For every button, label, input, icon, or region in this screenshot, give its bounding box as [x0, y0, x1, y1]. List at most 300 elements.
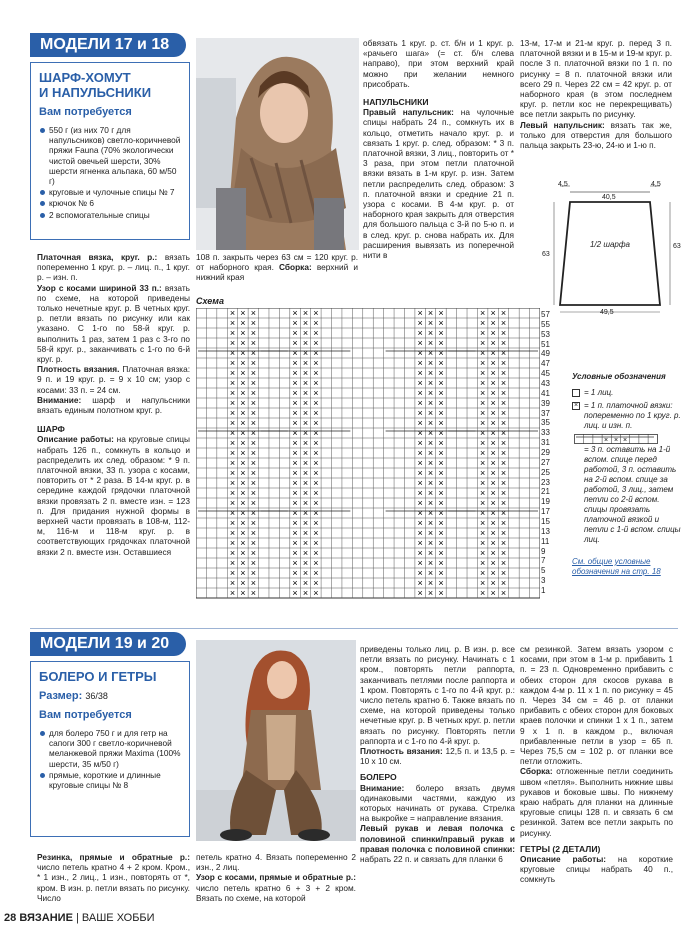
- garter-stitch-mark: ×: [250, 398, 256, 408]
- garter-stitch-mark: ×: [250, 318, 256, 328]
- garter-stitch-mark: ×: [229, 578, 236, 588]
- assembly-text2: верхний и нижний края: [196, 262, 358, 283]
- garter-stitch-mark: ×: [500, 488, 507, 498]
- bolero-heading: БОЛЕРО: [360, 772, 397, 783]
- garter-stitch-mark: ×: [250, 388, 256, 398]
- garter-stitch-mark: ×: [490, 528, 496, 538]
- garter-stitch-mark: ×: [229, 418, 236, 428]
- garter-stitch-mark: ×: [240, 408, 246, 418]
- garter-stitch-mark: ×: [417, 338, 423, 348]
- garter-stitch-mark: ×: [417, 538, 423, 548]
- garter-stitch-mark: ×: [229, 428, 236, 438]
- garter-stitch-mark: ×: [302, 318, 309, 328]
- garter-stitch-mark: ×: [313, 378, 319, 388]
- garter-stitch-mark: ×: [292, 348, 298, 358]
- garter-stitch-mark: ×: [302, 488, 309, 498]
- garter-stitch-mark: ×: [313, 338, 319, 348]
- row-number: 1: [541, 586, 546, 596]
- text-col2-top-right: [363, 38, 514, 260]
- garter-stitch-mark: ×: [240, 418, 246, 428]
- garter-stitch-mark: ×: [480, 588, 486, 598]
- garter-stitch-mark: ×: [438, 488, 444, 498]
- garter-stitch-mark: ×: [480, 578, 486, 588]
- garter-stitch-mark: ×: [250, 478, 256, 488]
- garter-stitch-mark: ×: [438, 578, 444, 588]
- garter-stitch-mark: ×: [490, 438, 496, 448]
- garter-stitch-mark: ×: [480, 338, 486, 348]
- row-number: 21: [541, 487, 550, 497]
- garter-stitch-mark: ×: [240, 458, 246, 468]
- row-number: 31: [541, 438, 550, 448]
- garter-stitch-mark: ×: [490, 428, 496, 438]
- garter-stitch-mark: ×: [490, 458, 496, 468]
- garter-stitch-mark: ×: [480, 538, 486, 548]
- garter-stitch-mark: ×: [240, 428, 246, 438]
- garter-stitch-mark: ×: [292, 438, 298, 448]
- garter-stitch-mark: ×: [500, 458, 507, 468]
- garter-stitch-mark: ×: [229, 388, 236, 398]
- row-number: 7: [541, 556, 546, 566]
- garter-stitch-mark: ×: [313, 548, 319, 558]
- garter-stitch-mark: ×: [250, 328, 256, 338]
- garter-stitch-mark: ×: [427, 368, 434, 378]
- garter-stitch-mark: ×: [417, 528, 423, 538]
- garter-stitch-mark: ×: [500, 428, 507, 438]
- legend-note[interactable]: См. общие условные обозначения на стр. 18: [572, 557, 661, 576]
- garter-stitch-mark: ×: [417, 448, 423, 458]
- garter-stitch-mark: ×: [438, 328, 444, 338]
- row-number: 49: [541, 349, 550, 359]
- garter-stitch-mark: ×: [229, 358, 236, 368]
- garter-stitch-mark: ×: [490, 318, 496, 328]
- garter-stitch-mark: ×: [490, 478, 496, 488]
- garter-stitch-mark: ×: [438, 348, 444, 358]
- need-title-top: Вам потребуется: [39, 106, 132, 118]
- garter-stitch-mark: ×: [417, 428, 423, 438]
- row-number: 29: [541, 448, 550, 458]
- page-number: 28: [4, 912, 17, 924]
- legend-item-knit: = 1 лиц.: [572, 388, 682, 398]
- garter-stitch-mark: ×: [250, 578, 256, 588]
- garter-stitch-mark: ×: [250, 568, 256, 578]
- garter-stitch-mark: ×: [427, 578, 434, 588]
- row-number: 43: [541, 379, 550, 389]
- garter-stitch-mark: ×: [480, 498, 486, 508]
- garter-stitch-mark: ×: [229, 508, 236, 518]
- row-number: 51: [541, 339, 550, 349]
- legend-title: Условные обозначения: [572, 372, 666, 381]
- garter-stitch-mark: ×: [417, 458, 423, 468]
- garter-stitch-mark: ×: [250, 408, 256, 418]
- text-col2-top-left: [196, 252, 358, 283]
- cable-symbol: [574, 434, 658, 444]
- garter-stitch-mark: ×: [438, 388, 444, 398]
- garter-stitch-mark: ×: [250, 538, 256, 548]
- garter-stitch-mark: ×: [427, 568, 434, 578]
- garter-stitch-mark: ×: [292, 338, 298, 348]
- para-right-wrist: Правый напульсник: на чулочные спицы набрать 24 п., сомкнуть их в кольцо, отметить начало круг. р. и связать 1 круг. р. след. образом: * 3 п. платочной вязки, 3 лиц., повторить от * 3 раза, при этом петли платочной вязки вязать в 1-м круг. р. изн. Затем петли распределить след. образом: 3 п. платочной вязки и средние 21 п. узора с косами. В 4-м круг. р. от наборного края закрыть для отверстия для большого пальца с 3-й по 5-ю п. и в след. круг. р. снова набрать их. Для расширения вывязать из поперечной нити в: [363, 107, 515, 261]
- garter-stitch-mark: ×: [480, 438, 486, 448]
- garter-stitch-mark: ×: [480, 368, 486, 378]
- garter-stitch-mark: ×: [417, 488, 423, 498]
- row-number: 41: [541, 388, 550, 398]
- wrist-heading: НАПУЛЬСНИКИ: [363, 97, 429, 108]
- garter-stitch-mark: ×: [250, 418, 256, 428]
- garter-stitch-mark: ×: [302, 408, 309, 418]
- garter-stitch-mark: ×: [417, 328, 423, 338]
- row-number: 47: [541, 359, 550, 369]
- garter-stitch-mark: ×: [302, 378, 309, 388]
- garter-stitch-mark: ×: [229, 328, 236, 338]
- row-number: 9: [541, 546, 546, 556]
- garter-stitch-mark: ×: [427, 308, 434, 318]
- garter-stitch-mark: ×: [250, 588, 256, 598]
- garter-stitch-mark: ×: [427, 378, 434, 388]
- garter-stitch-mark: ×: [417, 368, 423, 378]
- garter-stitch-mark: ×: [302, 418, 309, 428]
- garter-stitch-mark: ×: [250, 498, 256, 508]
- garter-stitch-mark: ×: [417, 578, 423, 588]
- garter-stitch-mark: ×: [229, 558, 236, 568]
- garter-stitch-mark: ×: [427, 328, 434, 338]
- garter-stitch-mark: ×: [240, 498, 246, 508]
- row-number: 19: [541, 497, 550, 507]
- garter-stitch-mark: ×: [480, 508, 486, 518]
- garter-stitch-mark: ×: [490, 568, 496, 578]
- garter-stitch-mark: ×: [490, 408, 496, 418]
- garter-stitch-mark: ×: [313, 388, 319, 398]
- garter-stitch-mark: ×: [500, 448, 507, 458]
- garter-stitch-mark: ×: [490, 548, 496, 558]
- row-number: 13: [541, 526, 550, 536]
- legend: [572, 372, 682, 577]
- dim-left-offset: 4,5: [558, 181, 568, 188]
- garter-stitch-mark: ×: [292, 358, 298, 368]
- garter-stitch-mark: ×: [292, 368, 298, 378]
- garter-stitch-mark: ×: [229, 488, 236, 498]
- chart-row-numbers: [541, 310, 561, 596]
- garter-stitch-mark: ×: [500, 438, 507, 448]
- material-item: 2 вспомогательные спицы: [39, 210, 181, 220]
- garter-stitch-mark: ×: [292, 548, 298, 558]
- garter-stitch-mark: ×: [438, 318, 444, 328]
- garter-stitch-mark: ×: [417, 308, 423, 318]
- garter-stitch-mark: ×: [229, 448, 236, 458]
- garter-stitch-mark: ×: [250, 508, 256, 518]
- garter-stitch-mark: ×: [480, 358, 486, 368]
- materials-box-top: [30, 62, 190, 240]
- dim-top: 40,5: [602, 194, 616, 201]
- garter-stitch-mark: ×: [240, 438, 246, 448]
- garter-stitch-mark: ×: [292, 378, 298, 388]
- chart-title: Схема: [196, 296, 224, 306]
- garter-stitch-mark: ×: [438, 468, 444, 478]
- garter-stitch-mark: ×: [500, 348, 507, 358]
- garter-stitch-mark: ×: [427, 508, 434, 518]
- garter-stitch-mark: ×: [490, 558, 496, 568]
- garter-stitch-mark: ×: [292, 308, 298, 318]
- text-col3-bottom: приведены только лиц. р. В изн. р. все петли вязать по рисунку. Начинать с 1 кром., повторять петли раппорта, заканчивать петлями после раппорта и 1 кром. Повторять с 1-го по 4-й круг. р.: число петель кратно 6. Также вязать по схеме, на которой приведены только нечетные круг. р. В четных круг. р. петли вязать по рисунку. Повторять петли раппорта и с 1-го по 4-й круг. р. Плотность вязания: 12,5 п. и 13,5 р. = 10 х 10 см. БОЛЕРО Внимание: болеро вязать двумя одинаковыми частями, каждую из которых начинать от рукава. Стрелка на выкройке = направление вязания. Левый рукав и левая полочка с половиной спинки/правый рукав и правая полочка с половиной спинки: набрать 22 п. и связать для планки 6: [360, 644, 515, 865]
- garter-stitch-mark: ×: [302, 498, 309, 508]
- garter-stitch-mark: ×: [480, 408, 486, 418]
- dim-right-offset: 4,5: [651, 181, 661, 188]
- garter-stitch-mark: ×: [250, 558, 256, 568]
- garter-stitch-mark: ×: [490, 518, 496, 528]
- garter-stitch-mark: ×: [427, 538, 434, 548]
- garter-stitch-mark: ×: [302, 368, 309, 378]
- garter-stitch-mark: ×: [292, 468, 298, 478]
- garter-stitch-mark: ×: [250, 378, 256, 388]
- dim-height-right: 63: [673, 243, 681, 250]
- para-scarf: Описание работы: на круговые спицы набрать 126 п., сомкнуть в кольцо и распределить их след. образом: * 9 п. платочной вязки, 33 п. узора с косами, повторить от * 2 раза. В 14-м круг. р. в середине каждой грядочки платочной вязки провязать 2 п. вместе изн. = 123 п. Для придания нужной формы в верхней части провязать в 108-м, 112-м, 116-м и 118-м круг. р. в соответствующих грядочках платочной вязки 2 п. вместе изн. Оставшиеся: [37, 434, 190, 557]
- garter-stitch-mark: ×: [240, 358, 246, 368]
- text-col3-top: [520, 38, 672, 150]
- bolero-photo-illustration: [196, 640, 356, 841]
- para-wrist-cont: 13-м, 17-м и 21-м круг. р. перед 3 п. платочной вязки и в 15-м и 19-м круг. р. после 3 п. платочной вязки по 1 п. по рисунку = 8 п. платочной вязки или всего 29 п. Через 22 см = 42 круг. р. от наборного края (в этом последнем круг. р. петли кос не перекрещивать) все петли закрыть по рисунку.: [520, 38, 672, 120]
- garter-stitch-mark: ×: [490, 358, 496, 368]
- garter-stitch-mark: ×: [292, 428, 298, 438]
- garter-stitch-mark: ×: [438, 408, 444, 418]
- garter-stitch-mark: ×: [250, 338, 256, 348]
- garter-stitch-mark: ×: [417, 358, 423, 368]
- garter-stitch-mark: ×: [480, 388, 486, 398]
- garter-stitch-mark: ×: [427, 518, 434, 528]
- garter-stitch-mark: ×: [500, 358, 507, 368]
- garter-stitch-mark: ×: [500, 518, 507, 528]
- para-cable: Узор с косами шириной 33 п.: вязать по схеме, на которой приведены только нечетные круг. р. В четных круг. р. петли вязать по рисунку или как указано. С 1-го по 58-й круг. р. выполнить 1 раз, затем 1 раз с 3-го по 58-й круг. р., заканчивать с 1-го по 6-й круг. р.: [37, 282, 190, 365]
- garter-stitch-mark: ×: [240, 528, 246, 538]
- garter-stitch-mark: ×: [229, 398, 236, 408]
- material-item: 550 г (из них 70 г для напульсников) светло-коричневой пряжи Fauna (70% экологически чистой овечьей шерсти, 30% шерсти ягненка альпака, 60 м/50 г): [39, 125, 181, 186]
- garter-stitch-mark: ×: [500, 538, 507, 548]
- garter-stitch-mark: ×: [417, 558, 423, 568]
- garter-stitch-mark: ×: [427, 408, 434, 418]
- garter-stitch-mark: ×: [313, 428, 319, 438]
- section-divider: [30, 628, 678, 629]
- garter-stitch-mark: ×: [480, 418, 486, 428]
- row-number: 17: [541, 507, 550, 517]
- garter-stitch-mark: ×: [240, 318, 246, 328]
- garter-stitch-mark: ×: [500, 318, 507, 328]
- garter-stitch-mark: ×: [427, 448, 434, 458]
- garter-stitch-mark: ×: [313, 488, 319, 498]
- garter-stitch-mark: ×: [427, 418, 434, 428]
- garter-stitch-mark: ×: [480, 478, 486, 488]
- garter-stitch-mark: ×: [250, 468, 256, 478]
- garter-stitch-mark: ×: [500, 478, 507, 488]
- garter-stitch-mark: ×: [292, 568, 298, 578]
- garter-stitch-mark: ×: [417, 398, 423, 408]
- dim-bottom: 49,5: [600, 309, 614, 316]
- text-col4-bottom: см резинкой. Затем вязать узором с косами, при этом в 1-м р. прибавить 1 п. = 23 п. Одновременно прибавить с обеих сторон для скосов рукава в каждом 4-м р. 11 х 1 п. по рисунку = 45 п. Через 34 см = 46 р. от планки прибавить с обеих сторон для боковых краев полочки и спинки 1 х 1 п., затем 9 х 1 п. в каждом р., включая прибавленные петли в узор = 65 п. Через 75,5 см = 102 р. от планки все петли отложить. Сборка: отложенные петли соединить швом «петля». Выполнить нижние швы рукавов и боковые швы. По нижнему краю набрать для планки на длинные круговые спицы 128 п. и связать 6 см резинкой. Затем все петли закрыть по рисунку. ГЕТРЫ (2 ДЕТАЛИ) Описание работы: на короткие круговые спицы набрать 40 п., сомкнуть: [520, 644, 673, 885]
- row-number: 37: [541, 408, 550, 418]
- svg-text:×: ×: [623, 437, 628, 444]
- row-number: 23: [541, 477, 550, 487]
- garter-stitch-mark: ×: [229, 528, 236, 538]
- garter-stitch-mark: ×: [229, 378, 236, 388]
- garter-stitch-mark: ×: [500, 468, 507, 478]
- garter-stitch-mark: ×: [302, 568, 309, 578]
- garter-stitch-mark: ×: [313, 398, 319, 408]
- garter-stitch-mark: ×: [417, 348, 423, 358]
- garter-stitch-mark: ×: [490, 468, 496, 478]
- garter-stitch-mark: ×: [500, 418, 507, 428]
- garter-stitch-mark: ×: [490, 338, 496, 348]
- garter-stitch-mark: ×: [480, 448, 486, 458]
- assembly-text: 108 п. закрыть через 63 см = 120 круг. р. от наборного края.: [196, 252, 358, 273]
- para-left-wrist: Левый напульсник: вязать так же, только для отверстия для большого пальца закрыть 23-ю, 24-ю и 1-ю п.: [520, 119, 672, 151]
- title-scarf: ШАРФ-ХОМУТ: [39, 70, 131, 85]
- garter-stitch-mark: ×: [438, 558, 444, 568]
- garter-stitch-mark: ×: [427, 398, 434, 408]
- garter-stitch-mark: ×: [500, 578, 507, 588]
- garter-stitch-mark: ×: [313, 408, 319, 418]
- title-wristbands: И НАПУЛЬСНИКИ: [39, 85, 152, 100]
- gaiters-heading: ГЕТРЫ (2 ДЕТАЛИ): [520, 843, 601, 854]
- garter-stitch-mark: ×: [490, 538, 496, 548]
- garter-stitch-mark: ×: [240, 348, 246, 358]
- garter-stitch-mark: ×: [417, 518, 423, 528]
- garter-stitch-mark: ×: [292, 448, 298, 458]
- garter-stitch-mark: ×: [480, 488, 486, 498]
- garter-stitch-mark: ×: [302, 338, 309, 348]
- garter-stitch-mark: ×: [480, 348, 486, 358]
- garter-stitch-mark: ×: [302, 548, 309, 558]
- garter-stitch-mark: ×: [490, 588, 496, 598]
- magazine-subtitle: ВАШЕ ХОББИ: [81, 912, 155, 924]
- garter-stitch-mark: ×: [438, 398, 444, 408]
- garter-stitch-mark: ×: [240, 508, 246, 518]
- garter-stitch-mark: ×: [313, 588, 319, 598]
- garter-stitch-mark: ×: [490, 308, 496, 318]
- garter-stitch-mark: ×: [240, 478, 246, 488]
- garter-stitch-mark: ×: [490, 348, 496, 358]
- row-number: 39: [541, 398, 550, 408]
- material-item: прямые, короткие и длинные круговые спицы № 8: [39, 770, 181, 790]
- garter-stitch-mark: ×: [438, 528, 444, 538]
- garter-stitch-mark: ×: [427, 358, 434, 368]
- garter-stitch-mark: ×: [302, 358, 309, 368]
- dim-height-left: 63: [542, 251, 550, 258]
- garter-stitch-mark: ×: [302, 528, 309, 538]
- garter-stitch-mark: ×: [292, 398, 298, 408]
- garter-stitch-mark: ×: [438, 338, 444, 348]
- garter-stitch-mark: ×: [292, 588, 298, 598]
- garter-stitch-mark: ×: [427, 348, 434, 358]
- garter-stitch-mark: ×: [302, 448, 309, 458]
- garter-stitch-mark: ×: [480, 468, 486, 478]
- garter-stitch-mark: ×: [417, 588, 423, 598]
- garter-stitch-mark: ×: [438, 458, 444, 468]
- row-number: 3: [541, 576, 546, 586]
- garter-stitch-mark: ×: [500, 588, 507, 598]
- garter-stitch-mark: ×: [313, 528, 319, 538]
- garter-stitch-mark: ×: [427, 498, 434, 508]
- garter-stitch-mark: ×: [240, 338, 246, 348]
- para-garter: Платочная вязка, круг. р.: вязать попеременно 1 круг. р. – лиц. п., 1 круг. р. – изн. п.: [37, 252, 190, 283]
- garter-stitch-mark: ×: [490, 488, 496, 498]
- garter-stitch-mark: ×: [438, 418, 444, 428]
- title-bolero: БОЛЕРО И ГЕТРЫ: [39, 669, 157, 684]
- garter-stitch-mark: ×: [427, 318, 434, 328]
- garter-stitch-mark: ×: [302, 468, 309, 478]
- garter-stitch-mark: ×: [250, 358, 256, 368]
- page-footer: 28 ВЯЗАНИЕ | ВАШЕ ХОББИ: [4, 912, 155, 924]
- garter-stitch-mark: ×: [417, 548, 423, 558]
- garter-stitch-mark: ×: [229, 548, 236, 558]
- garter-stitch-mark: ×: [313, 508, 319, 518]
- garter-stitch-mark: ×: [229, 538, 236, 548]
- models-17-18-label: МОДЕЛИ 17 и 18: [30, 33, 186, 57]
- legend-item-garter: × = 1 п. платочной вязки: попеременно по 1 круг. р. лиц. и изн. п.: [573, 401, 681, 430]
- para-attention: Внимание: шарф и напульсники вязать единым полотном круг. р.: [37, 394, 190, 416]
- garter-stitch-mark: ×: [229, 498, 236, 508]
- garter-stitch-mark: ×: [292, 578, 298, 588]
- garter-stitch-mark: ×: [417, 568, 423, 578]
- garter-stitch-mark: ×: [480, 308, 486, 318]
- garter-stitch-mark: ×: [250, 428, 256, 438]
- garter-stitch-mark: ×: [480, 518, 486, 528]
- garter-stitch-mark: ×: [427, 468, 434, 478]
- garter-stitch-mark: ×: [240, 368, 246, 378]
- garter-stitch-mark: ×: [250, 438, 256, 448]
- garter-stitch-mark: ×: [302, 508, 309, 518]
- garter-stitch-mark: ×: [490, 508, 496, 518]
- row-number: 27: [541, 457, 550, 467]
- garter-stitch-mark: ×: [240, 308, 246, 318]
- garter-stitch-mark: ×: [427, 338, 434, 348]
- pattern-title: 1/2 шарфа: [589, 240, 630, 249]
- garter-stitch-mark: ×: [427, 528, 434, 538]
- garter-stitch-mark: ×: [313, 448, 319, 458]
- garter-stitch-mark: ×: [500, 308, 507, 318]
- garter-stitch-mark: ×: [302, 308, 309, 318]
- garter-stitch-mark: ×: [417, 318, 423, 328]
- garter-stitch-mark: ×: [427, 458, 434, 468]
- garter-stitch-mark: ×: [302, 578, 309, 588]
- garter-stitch-mark: ×: [313, 478, 319, 488]
- garter-stitch-mark: ×: [229, 308, 236, 318]
- text-col1-bottom: Резинка, прямые и обратные р.: число петель кратно 4 + 2 кром. Кром., * 1 изн., 2 лиц., 1 изн., повторять от *, кром. В изн. р. петли вязать по рисунку. Число: [37, 852, 190, 903]
- garter-stitch-mark: ×: [240, 578, 246, 588]
- garter-stitch-mark: ×: [417, 418, 423, 428]
- garter-stitch-mark: ×: [500, 398, 507, 408]
- garter-stitch-mark: ×: [313, 498, 319, 508]
- garter-stitch-mark: ×: [438, 428, 444, 438]
- garter-stitch-mark: ×: [229, 518, 236, 528]
- garter-stitch-mark: ×: [500, 498, 507, 508]
- row-number: 53: [541, 329, 550, 339]
- garter-stitch-mark: ×: [490, 388, 496, 398]
- garter-stitch-mark: ×: [480, 548, 486, 558]
- garter-stitch-mark: ×: [302, 588, 309, 598]
- need-title-bottom: Вам потребуется: [39, 709, 132, 721]
- garter-stitch-mark: ×: [417, 468, 423, 478]
- garter-stitch-mark: ×: [292, 558, 298, 568]
- row-number: 57: [541, 310, 550, 319]
- garter-stitch-mark: ×: [438, 448, 444, 458]
- garter-stitch-mark: ×: [240, 388, 246, 398]
- size-line: Размер: 36/38: [39, 690, 108, 702]
- garter-stitch-mark: ×: [229, 408, 236, 418]
- garter-stitch-mark: ×: [500, 568, 507, 578]
- garter-stitch-mark: ×: [313, 578, 319, 588]
- garter-stitch-mark: ×: [313, 328, 319, 338]
- row-number: 33: [541, 428, 550, 438]
- models-19-20-label: МОДЕЛИ 19 и 20: [30, 632, 186, 656]
- photo-bolero-model: [196, 640, 356, 841]
- garter-stitch-mark: ×: [490, 368, 496, 378]
